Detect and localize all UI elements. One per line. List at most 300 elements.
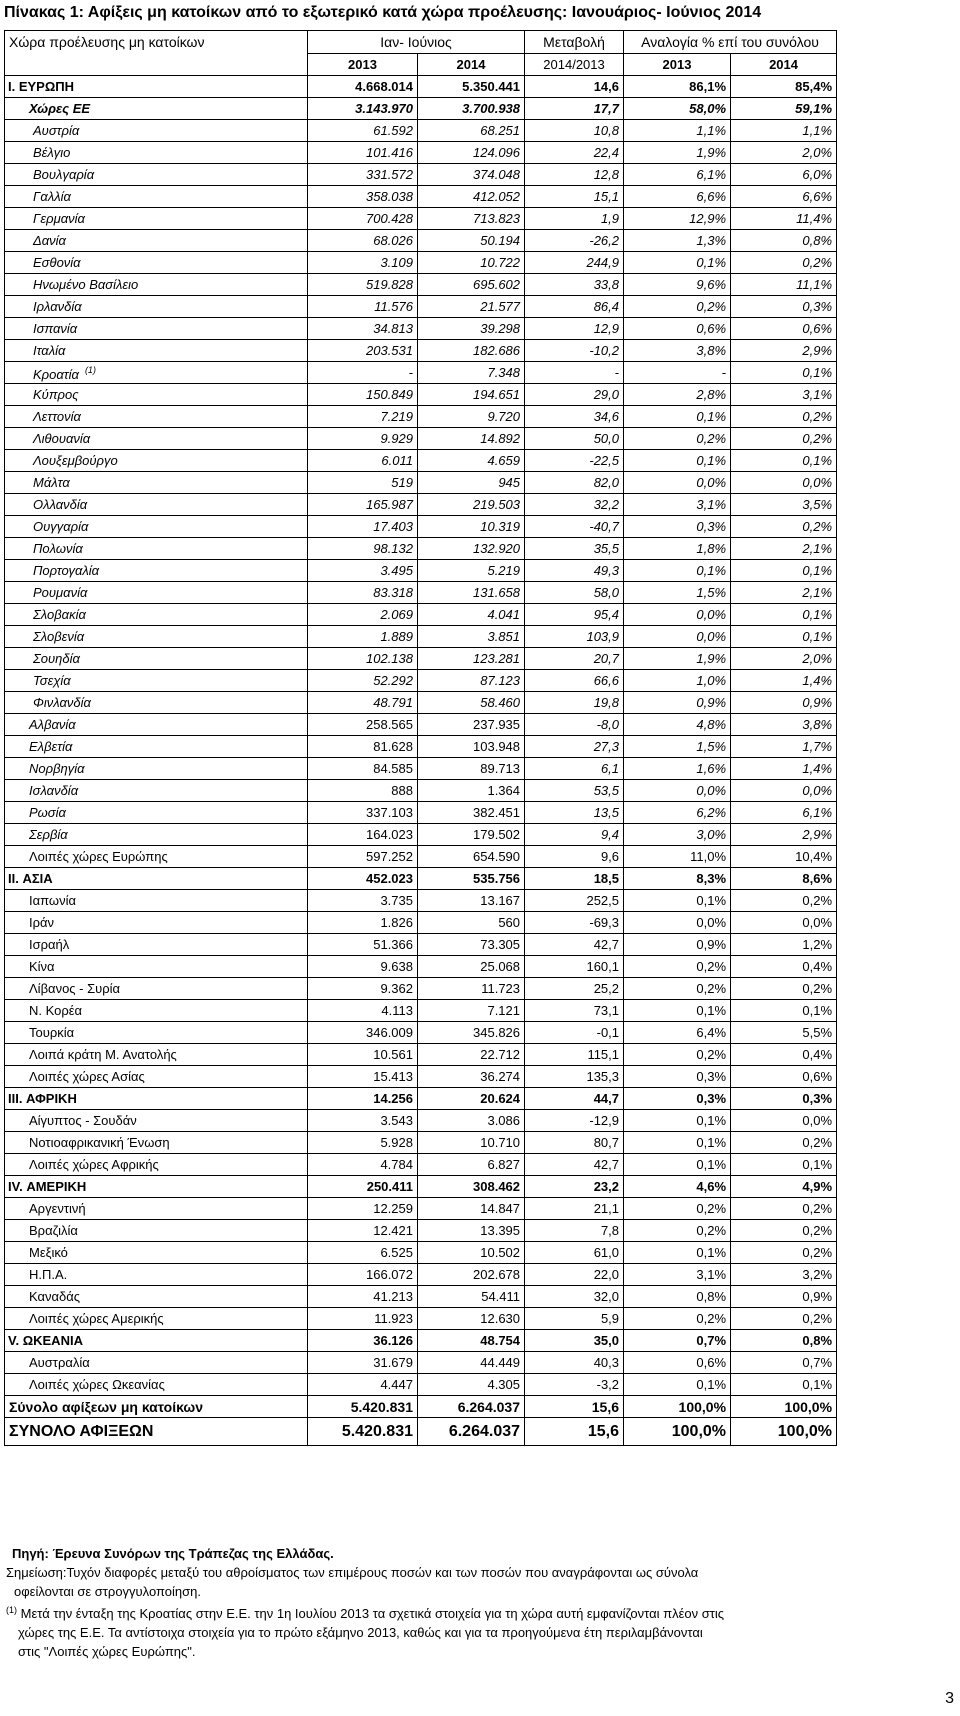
table-row: [5, 472, 837, 494]
country-name: [5, 626, 308, 648]
share-2013: 1,6%: [624, 758, 731, 780]
country-name: [5, 384, 308, 406]
country-label: Ιρλανδία: [33, 298, 82, 314]
value-2013: 165.987: [308, 494, 418, 516]
value-2013: 102.138: [308, 648, 418, 670]
change-value: 15,6: [525, 1418, 624, 1446]
share-2014: 4,9%: [731, 1176, 837, 1198]
country-name: [5, 450, 308, 472]
total-row: [5, 1418, 837, 1446]
share-2014: 85,4%: [731, 76, 837, 98]
change-value: 9,6: [525, 846, 624, 868]
table-row: [5, 384, 837, 406]
header-change: Μεταβολή: [525, 31, 624, 54]
share-2013: 0,3%: [624, 516, 731, 538]
share-2013: 1,5%: [624, 736, 731, 758]
share-2013: 6,1%: [624, 164, 731, 186]
country-label: Ουγγαρία: [33, 518, 89, 534]
header-share-2013: 2013: [624, 54, 731, 76]
share-2014: 2,0%: [731, 142, 837, 164]
table-row: [5, 428, 837, 450]
value-2013: 12.259: [308, 1198, 418, 1220]
share-2014: 6,0%: [731, 164, 837, 186]
country-name: [5, 362, 308, 384]
change-value: 17,7: [525, 98, 624, 120]
change-value: 14,6: [525, 76, 624, 98]
value-2014: 4.305: [418, 1374, 525, 1396]
rounding-note-cont: οφείλονται σε στρογγυλοποίηση.: [14, 1584, 202, 1599]
value-2013: 101.416: [308, 142, 418, 164]
change-value: 18,5: [525, 868, 624, 890]
value-2014: 182.686: [418, 340, 525, 362]
country-name: [5, 296, 308, 318]
change-value: 252,5: [525, 890, 624, 912]
country-name: [5, 560, 308, 582]
share-2013: 6,6%: [624, 186, 731, 208]
share-2013: 3,0%: [624, 824, 731, 846]
country-label: Κροατία: [33, 367, 79, 382]
country-label: Λοιπές χώρες Ευρώπης: [29, 848, 168, 864]
table-row: [5, 1198, 837, 1220]
value-2014: 6.264.037: [418, 1418, 525, 1446]
value-2014: 20.624: [418, 1088, 525, 1110]
table-row: [5, 758, 837, 780]
country-label: Ελβετία: [29, 738, 73, 754]
country-label: Εσθονία: [33, 254, 81, 270]
country-label: Βέλγιο: [33, 144, 71, 160]
value-2014: 13.395: [418, 1220, 525, 1242]
share-2014: 6,1%: [731, 802, 837, 824]
table-row: [5, 142, 837, 164]
country-name: [5, 1308, 308, 1330]
country-name: [5, 318, 308, 340]
share-2013: 0,9%: [624, 934, 731, 956]
value-2013: 519: [308, 472, 418, 494]
share-2013: 4,6%: [624, 1176, 731, 1198]
value-2013: 700.428: [308, 208, 418, 230]
value-2014: 5.219: [418, 560, 525, 582]
country-label: Αυστρία: [33, 122, 80, 138]
value-2014: 48.754: [418, 1330, 525, 1352]
share-2013: 0,0%: [624, 780, 731, 802]
share-2013: 0,2%: [624, 956, 731, 978]
country-name: [5, 648, 308, 670]
country-label: Γερμανία: [33, 210, 85, 226]
country-label: Σύνολο αφίξεων μη κατοίκων: [9, 1398, 204, 1415]
share-2013: 3,1%: [624, 1264, 731, 1286]
share-2013: 100,0%: [624, 1418, 731, 1446]
country-label: III. ΑΦΡΙΚΗ: [8, 1090, 77, 1106]
country-name: [5, 670, 308, 692]
change-value: 244,9: [525, 252, 624, 274]
value-2013: 11.576: [308, 296, 418, 318]
country-name: [5, 1330, 308, 1352]
country-label: Σλοβενία: [33, 628, 85, 644]
country-label: Γαλλία: [33, 188, 71, 204]
change-value: 95,4: [525, 604, 624, 626]
country-name: [5, 714, 308, 736]
country-label: Ολλανδία: [33, 496, 88, 512]
country-name: [5, 912, 308, 934]
share-2014: 5,5%: [731, 1022, 837, 1044]
change-value: 49,3: [525, 560, 624, 582]
change-value: 21,1: [525, 1198, 624, 1220]
country-name: [5, 340, 308, 362]
country-label: Μεξικό: [29, 1244, 68, 1260]
rounding-note: Σημείωση:Τυχόν διαφορές μεταξύ του αθροίσματος των επιμέρους ποσών και των ποσών που αναγράφονται ως σύνολα: [6, 1565, 699, 1580]
table-row: [5, 582, 837, 604]
change-value: 32,2: [525, 494, 624, 516]
value-2014: 3.700.938: [418, 98, 525, 120]
country-label: Η.Π.Α.: [29, 1266, 68, 1282]
share-2014: 0,4%: [731, 1044, 837, 1066]
country-label: Χώρες ΕΕ: [29, 100, 91, 116]
table-row: [5, 1044, 837, 1066]
change-value: 61,0: [525, 1242, 624, 1264]
change-value: -69,3: [525, 912, 624, 934]
change-value: 5,9: [525, 1308, 624, 1330]
share-2014: 0,2%: [731, 1220, 837, 1242]
value-2014: 89.713: [418, 758, 525, 780]
change-value: 34,6: [525, 406, 624, 428]
country-name: [5, 1264, 308, 1286]
country-name: [5, 76, 308, 98]
share-2013: 1,3%: [624, 230, 731, 252]
country-label: Ηνωμένο Βασίλειο: [33, 276, 139, 292]
country-name: [5, 428, 308, 450]
share-2014: 1,2%: [731, 934, 837, 956]
share-2013: 0,3%: [624, 1066, 731, 1088]
table-row: [5, 714, 837, 736]
value-2013: 9.362: [308, 978, 418, 1000]
change-value: -22,5: [525, 450, 624, 472]
change-value: 33,8: [525, 274, 624, 296]
share-2013: -: [624, 362, 731, 384]
footnote-line-2: χώρες της Ε.Ε. Τα αντίστοιχα στοιχεία για το πρώτο εξάμηνο 2013, καθώς και για τα προηγούμενα έτη περιλαμβάνονται: [18, 1625, 703, 1640]
share-2013: 0,2%: [624, 296, 731, 318]
value-2013: 3.495: [308, 560, 418, 582]
share-2014: 0,1%: [731, 560, 837, 582]
country-label: Λοιπές χώρες Αφρικής: [29, 1156, 159, 1172]
share-2014: 0,2%: [731, 1132, 837, 1154]
table-row: [5, 406, 837, 428]
share-2013: 0,0%: [624, 604, 731, 626]
arrivals-table: [4, 30, 837, 1446]
value-2013: 452.023: [308, 868, 418, 890]
value-2014: 535.756: [418, 868, 525, 890]
share-2014: 0,6%: [731, 1066, 837, 1088]
share-2014: 2,1%: [731, 538, 837, 560]
change-value: -10,2: [525, 340, 624, 362]
share-2014: 0,6%: [731, 318, 837, 340]
total-row: [5, 98, 837, 120]
footnote-mark: (1): [6, 1605, 17, 1615]
country-name: [5, 274, 308, 296]
share-2014: 0,2%: [731, 406, 837, 428]
value-2013: 1.826: [308, 912, 418, 934]
share-2013: 0,0%: [624, 912, 731, 934]
change-value: 15,1: [525, 186, 624, 208]
table-row: [5, 538, 837, 560]
value-2014: 54.411: [418, 1286, 525, 1308]
table-subheader-row: [5, 54, 837, 76]
value-2014: 9.720: [418, 406, 525, 428]
source-note: Πηγή: Έρευνα Συνόρων της Τράπεζας της Ελλάδας.: [12, 1546, 334, 1561]
share-2014: 0,9%: [731, 692, 837, 714]
share-2014: 0,2%: [731, 428, 837, 450]
value-2014: 7.121: [418, 1000, 525, 1022]
table-row: [5, 626, 837, 648]
value-2013: 52.292: [308, 670, 418, 692]
share-2014: 0,1%: [731, 604, 837, 626]
country-label: Λοιπές χώρες Ωκεανίας: [29, 1376, 165, 1392]
value-2014: 5.350.441: [418, 76, 525, 98]
country-name: [5, 1418, 308, 1446]
country-name: [5, 604, 308, 626]
share-2013: 0,1%: [624, 890, 731, 912]
share-2013: 12,9%: [624, 208, 731, 230]
change-value: 115,1: [525, 1044, 624, 1066]
footnote-ref: (1): [84, 365, 96, 375]
country-label: Ν. Κορέα: [29, 1002, 83, 1018]
share-2014: 3,2%: [731, 1264, 837, 1286]
country-label: Αυστραλία: [29, 1354, 90, 1370]
change-value: 135,3: [525, 1066, 624, 1088]
table-row: [5, 120, 837, 142]
share-2014: 59,1%: [731, 98, 837, 120]
change-value: 27,3: [525, 736, 624, 758]
share-2014: 3,5%: [731, 494, 837, 516]
share-2014: 11,4%: [731, 208, 837, 230]
country-label: Νορβηγία: [29, 760, 85, 776]
value-2013: 3.543: [308, 1110, 418, 1132]
change-value: -: [525, 362, 624, 384]
share-2013: 58,0%: [624, 98, 731, 120]
value-2013: 17.403: [308, 516, 418, 538]
value-2013: 14.256: [308, 1088, 418, 1110]
table-row: [5, 978, 837, 1000]
share-2014: 0,1%: [731, 626, 837, 648]
value-2014: 4.659: [418, 450, 525, 472]
change-value: 23,2: [525, 1176, 624, 1198]
share-2013: 0,7%: [624, 1330, 731, 1352]
value-2013: 98.132: [308, 538, 418, 560]
share-2013: 0,1%: [624, 1132, 731, 1154]
value-2013: 7.219: [308, 406, 418, 428]
value-2013: 41.213: [308, 1286, 418, 1308]
table-row: [5, 648, 837, 670]
value-2014: 382.451: [418, 802, 525, 824]
change-value: 19,8: [525, 692, 624, 714]
change-value: -0,1: [525, 1022, 624, 1044]
change-value: 22,0: [525, 1264, 624, 1286]
value-2014: 132.920: [418, 538, 525, 560]
table-row: [5, 1286, 837, 1308]
value-2014: 103.948: [418, 736, 525, 758]
country-name: [5, 1198, 308, 1220]
value-2014: 58.460: [418, 692, 525, 714]
value-2014: 560: [418, 912, 525, 934]
share-2014: 1,4%: [731, 758, 837, 780]
country-label: Λοιπά κράτη Μ. Ανατολής: [29, 1046, 177, 1062]
value-2013: 250.411: [308, 1176, 418, 1198]
value-2013: 4.113: [308, 1000, 418, 1022]
country-name: [5, 538, 308, 560]
country-name: [5, 406, 308, 428]
share-2014: 10,4%: [731, 846, 837, 868]
table-row: [5, 1110, 837, 1132]
country-label: Ιαπωνία: [29, 892, 76, 908]
share-2013: 9,6%: [624, 274, 731, 296]
value-2014: 412.052: [418, 186, 525, 208]
table-row: [5, 1154, 837, 1176]
value-2013: 81.628: [308, 736, 418, 758]
country-name: [5, 758, 308, 780]
value-2013: 150.849: [308, 384, 418, 406]
country-name: [5, 956, 308, 978]
country-label: Δανία: [33, 232, 66, 248]
country-name: [5, 98, 308, 120]
change-value: 7,8: [525, 1220, 624, 1242]
region-row: [5, 868, 837, 890]
country-name: [5, 780, 308, 802]
value-2013: 5.928: [308, 1132, 418, 1154]
country-label: Λεττονία: [33, 408, 81, 424]
share-2014: 2,9%: [731, 340, 837, 362]
share-2014: 3,1%: [731, 384, 837, 406]
change-value: 160,1: [525, 956, 624, 978]
table-row: [5, 1220, 837, 1242]
value-2013: 358.038: [308, 186, 418, 208]
country-label: I. ΕΥΡΩΠΗ: [8, 78, 75, 94]
value-2014: 11.723: [418, 978, 525, 1000]
country-label: Πορτογαλία: [33, 562, 100, 578]
value-2014: 3.086: [418, 1110, 525, 1132]
value-2013: 34.813: [308, 318, 418, 340]
share-2014: 0,1%: [731, 362, 837, 384]
country-name: [5, 1044, 308, 1066]
share-2013: 4,8%: [624, 714, 731, 736]
country-name: [5, 1374, 308, 1396]
change-value: 25,2: [525, 978, 624, 1000]
country-label: Σλοβακία: [33, 606, 86, 622]
change-value: 22,4: [525, 142, 624, 164]
share-2013: 1,5%: [624, 582, 731, 604]
share-2014: 0,2%: [731, 890, 837, 912]
share-2014: 0,2%: [731, 1198, 837, 1220]
value-2013: 36.126: [308, 1330, 418, 1352]
value-2013: 9.929: [308, 428, 418, 450]
share-2014: 0,8%: [731, 1330, 837, 1352]
share-2014: 0,9%: [731, 1286, 837, 1308]
country-label: Αργεντινή: [29, 1200, 86, 1216]
value-2014: 6.827: [418, 1154, 525, 1176]
value-2014: 10.722: [418, 252, 525, 274]
value-2013: 4.668.014: [308, 76, 418, 98]
share-2014: 0,2%: [731, 978, 837, 1000]
share-2013: 0,0%: [624, 472, 731, 494]
value-2014: 13.167: [418, 890, 525, 912]
country-name: [5, 978, 308, 1000]
header-share: Αναλογία % επί του συνόλου: [624, 31, 837, 54]
share-2014: 0,2%: [731, 516, 837, 538]
share-2013: 0,2%: [624, 428, 731, 450]
country-name: [5, 824, 308, 846]
change-value: 50,0: [525, 428, 624, 450]
table-row: [5, 1066, 837, 1088]
country-label: Λουξεμβούργο: [33, 452, 118, 468]
value-2014: 21.577: [418, 296, 525, 318]
share-2013: 0,8%: [624, 1286, 731, 1308]
country-name: [5, 142, 308, 164]
share-2013: 0,0%: [624, 626, 731, 648]
value-2013: 1.889: [308, 626, 418, 648]
value-2014: 14.892: [418, 428, 525, 450]
change-value: -3,2: [525, 1374, 624, 1396]
value-2014: 345.826: [418, 1022, 525, 1044]
value-2014: 131.658: [418, 582, 525, 604]
value-2013: 6.525: [308, 1242, 418, 1264]
value-2013: 166.072: [308, 1264, 418, 1286]
table-row: [5, 1242, 837, 1264]
value-2014: 10.319: [418, 516, 525, 538]
change-value: -8,0: [525, 714, 624, 736]
change-value: -40,7: [525, 516, 624, 538]
table-row: [5, 846, 837, 868]
value-2014: 123.281: [418, 648, 525, 670]
share-2013: 6,4%: [624, 1022, 731, 1044]
country-label: Νοτιοαφρικανική Ένωση: [29, 1134, 170, 1150]
value-2013: 5.420.831: [308, 1418, 418, 1446]
share-2014: 11,1%: [731, 274, 837, 296]
share-2014: 0,3%: [731, 296, 837, 318]
country-label: Ισραήλ: [29, 936, 70, 952]
change-value: 13,5: [525, 802, 624, 824]
value-2013: 2.069: [308, 604, 418, 626]
share-2014: 0,0%: [731, 472, 837, 494]
country-label: Ισπανία: [33, 320, 78, 336]
share-2014: 0,2%: [731, 252, 837, 274]
value-2013: 51.366: [308, 934, 418, 956]
change-value: 32,0: [525, 1286, 624, 1308]
share-2013: 0,2%: [624, 1044, 731, 1066]
country-label: Αλβανία: [29, 716, 76, 732]
table-row: [5, 296, 837, 318]
table-row: [5, 780, 837, 802]
share-2013: 0,2%: [624, 978, 731, 1000]
footnote-line-1: Μετά την ένταξη της Κροατίας στην Ε.Ε. την 1η Ιουλίου 2013 τα σχετικά στοιχεία για τη χώρα αυτή εμφανίζονται πλέον στις: [20, 1606, 725, 1621]
page-number: 3: [945, 1690, 954, 1707]
value-2013: 68.026: [308, 230, 418, 252]
change-value: 103,9: [525, 626, 624, 648]
country-name: [5, 208, 308, 230]
table-row: [5, 230, 837, 252]
table-row: [5, 1352, 837, 1374]
table-row: [5, 450, 837, 472]
share-2014: 100,0%: [731, 1396, 837, 1418]
share-2014: 0,3%: [731, 1088, 837, 1110]
table-row: [5, 692, 837, 714]
share-2013: 0,1%: [624, 406, 731, 428]
region-row: [5, 1330, 837, 1352]
value-2013: 597.252: [308, 846, 418, 868]
country-name: [5, 1000, 308, 1022]
country-name: [5, 1396, 308, 1418]
page-title: Πίνακας 1: Αφίξεις μη κατοίκων από το εξωτερικό κατά χώρα προέλευσης: Ιανουάριος- Ιούνιος 2014: [4, 4, 762, 21]
change-value: 1,9: [525, 208, 624, 230]
value-2013: 9.638: [308, 956, 418, 978]
change-value: 44,7: [525, 1088, 624, 1110]
